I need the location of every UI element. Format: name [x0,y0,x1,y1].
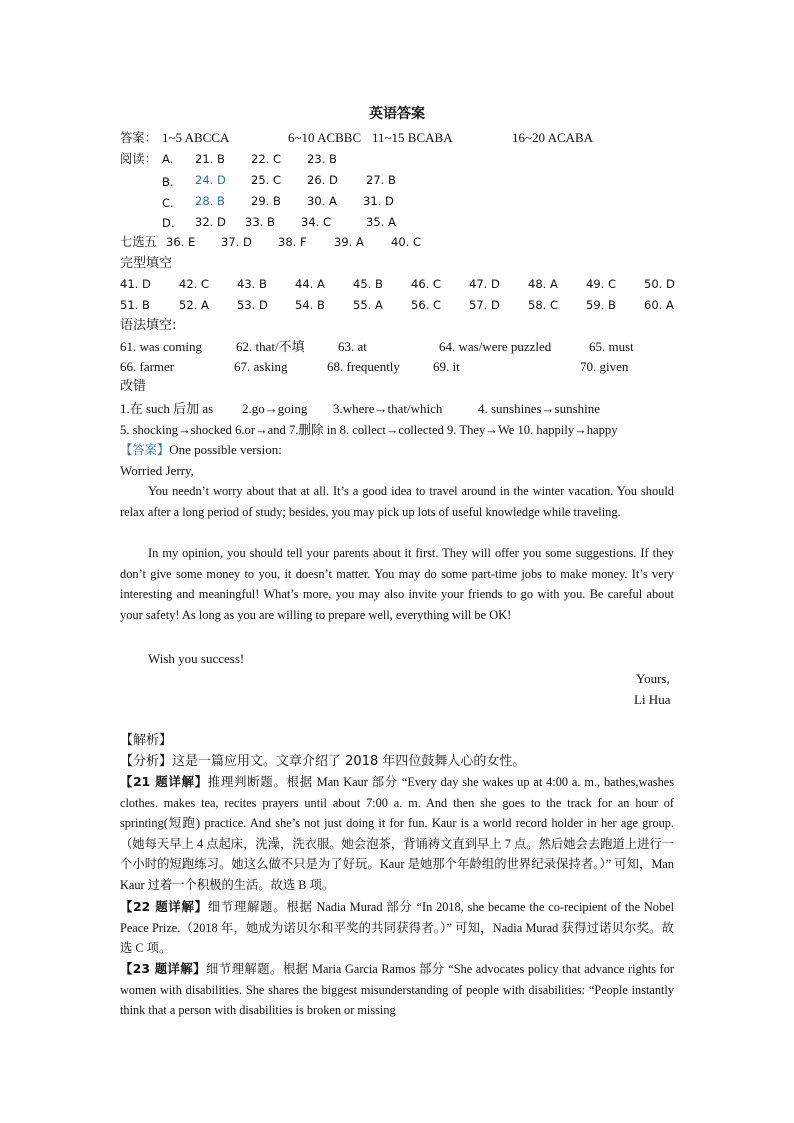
cloze-answer: 55. A [353,298,383,312]
analysis-header: 【解析】 [120,733,173,748]
grammar-answer: 68. frequently [327,359,400,374]
cloze-answer: 54. B [295,298,325,312]
reading-answer: 21. B [195,152,225,166]
seven-five-answer: 38. F [278,235,307,249]
reading-answer: 25. C [251,173,281,187]
essay-heading [120,442,282,458]
reading-answer: 23. B [307,152,337,166]
reading-letter-d: D. [162,216,175,230]
correction-item: 4. sunshines→sunshine [478,401,601,416]
answers-group-2: 6~10 ACBBC [288,130,362,145]
seven-five-answer: 39. A [334,235,364,249]
grammar-answer: 63. at [338,339,367,354]
correction-item: 1.在 such 后加 as [120,401,214,416]
cloze-answer: 45. B [353,277,383,291]
grammar-answer: 64. was/were puzzled [439,339,552,354]
q23-tag: 【23 题详解】 [120,962,206,976]
answers-group-1: 1~5 ABCCA [162,130,230,145]
cloze-answer: 41. D [120,277,151,291]
cloze-answer: 47. D [469,277,500,291]
grammar-answer: 65. must [589,339,634,354]
seven-five-answer: 40. C [391,235,421,249]
grammar-answer: 61. was coming [120,339,202,354]
reading-letter-c: C. [162,196,174,210]
cloze-answer: 50. D [644,277,675,291]
grammar-answer: 62. that/不填 [236,339,305,354]
analysis-q22 [120,897,674,959]
reading-answer: 33. B [245,215,275,229]
seven-five-answer: 36. E [166,235,196,249]
summary-text: 这是一篇应用文。文章介绍了 2018 年四位鼓舞人心的女性。 [172,754,526,769]
answers-label: 答案： [120,131,157,145]
reading-answer: 29. B [251,194,281,208]
correction-item: 5. shocking→shocked 6.or→and 7.删除 in 8. collect→collected 9. They→We 10. happily→happy [120,423,618,437]
correction-item: 2.go→going [242,401,308,416]
answer-tag: 【答案】 [120,443,170,457]
cloze-answer: 58. C [528,298,558,312]
essay-closing: Yours, [636,671,670,686]
reading-answer: 28. B [195,194,225,208]
cloze-answer: 51. B [120,298,150,312]
reading-answer: 31. D [363,194,394,208]
reading-letter-b: B. [162,175,174,189]
seven-choose-five-label: 七选五 [120,235,157,249]
correction-item: 3.where→that/which [333,401,443,416]
reading-answer: 27. B [366,173,396,187]
essay-greeting: Worried Jerry, [120,463,194,478]
reading-answer: 24. D [195,173,226,187]
reading-letter-a: A. [162,152,174,166]
cloze-answer: 52. A [179,298,209,312]
summary-tag: 【分析】 [120,754,173,769]
reading-answer: 22. C [251,152,281,166]
cloze-answer: 43. B [237,277,267,291]
answers-group-3: 11~15 BCABA [372,130,453,145]
grammar-label: 语法填空: [120,318,177,333]
analysis-summary [120,754,525,770]
essay-signature: Li Hua [634,692,671,707]
correction-label: 改错 [120,379,147,394]
cloze-answer: 46. C [411,277,441,291]
grammar-answer: 69. it [433,359,460,374]
cloze-answer: 49. C [586,277,616,291]
q22-tag: 【22 题详解】 [120,900,208,914]
q21-tag: 【21 题详解】 [120,775,208,789]
cloze-answer: 44. A [295,277,325,291]
reading-answer: 26. D [307,173,338,187]
q22-text: 细节理解题。根据 Nadia Murad 部分 “In 2018, she became the co-recipient of the Nobel Peace Prize.（2018 年，她成为诺贝尔和平奖的共同获得者。）” 可知，Nadia Murad 获得过诺贝尔奖。故选 C 项。 [120,900,674,956]
essay-paragraph-1: You needn’t worry about that at all. It’s a good idea to travel around in the winter vacation. You should relax after a long period of study; besides, you may pick up lots of useful knowledge while traveling. [120,484,674,519]
essay-version: One possible version: [169,442,282,457]
reading-answer: 34. C [301,215,331,229]
cloze-answer: 53. D [237,298,268,312]
cloze-answer: 57. D [469,298,500,312]
reading-answer: 32. D [195,215,226,229]
reading-answer: 35. A [366,215,396,229]
cloze-answer: 59. B [586,298,616,312]
cloze-answer: 56. C [411,298,441,312]
cloze-answer: 48. A [528,277,558,291]
reading-answer: 30. A [307,194,337,208]
reading-label: 阅读： [120,152,157,166]
q21-text: 推理判断题。根据 Man Kaur 部分 “Every day she wakes up at 4:00 a. m., bathes,washes clothes. makes tea, recites prayers until about 7:00 a. m. And then she goes to the track for an hour of sprinting(短跑) practice. And she’s not just doing it for fun. Kaur is a world record holder in her age group. （她每天早上 4 点起床，洗澡，洗衣服。她会泡茶，背诵祷文直到早上 7 点。然后她会去跑道上进行一个小时的短跑练习。她这么做不只是为了好玩。Kaur 是她那个年龄组的世界纪录保持者。）” 可知，Man Kaur 过着一个积极的生活。故选 B 项。 [120,775,674,892]
grammar-answer: 66. farmer [120,359,175,374]
essay-paragraph-2: In my opinion, you should tell your parents about it first. They will offer you some suggestions. If they don’t give some money to you, it doesn’t matter. You may do some part-time jobs to make money. It’s very interesting and meaningful! What’s more, you may also invite your friends to go with you. Be careful about your safety! As long as you are willing to prepare well, everything will be OK! [120,546,674,622]
analysis-q23 [120,959,674,1021]
analysis-q21 [120,772,674,896]
seven-five-answer: 37. D [221,235,252,249]
cloze-answer: 42. C [179,277,209,291]
answers-group-4: 16~20 ACABA [512,130,594,145]
grammar-answer: 70. given [580,359,629,374]
cloze-label: 完型填空 [120,256,173,271]
q23-text: 细节理解题。根据 Maria Garcia Ramos 部分 “She advocates policy that advance rights for women with disabilities. She shares the biggest misunderstanding of people with disabilities: “People instantly think that a person with disabilities is broken or missing [120,962,674,1018]
grammar-answer: 67. asking [234,359,288,374]
page-title: 英语答案 [369,106,425,122]
cloze-answer: 60. A [644,298,674,312]
essay-wish: Wish you success! [148,651,245,666]
